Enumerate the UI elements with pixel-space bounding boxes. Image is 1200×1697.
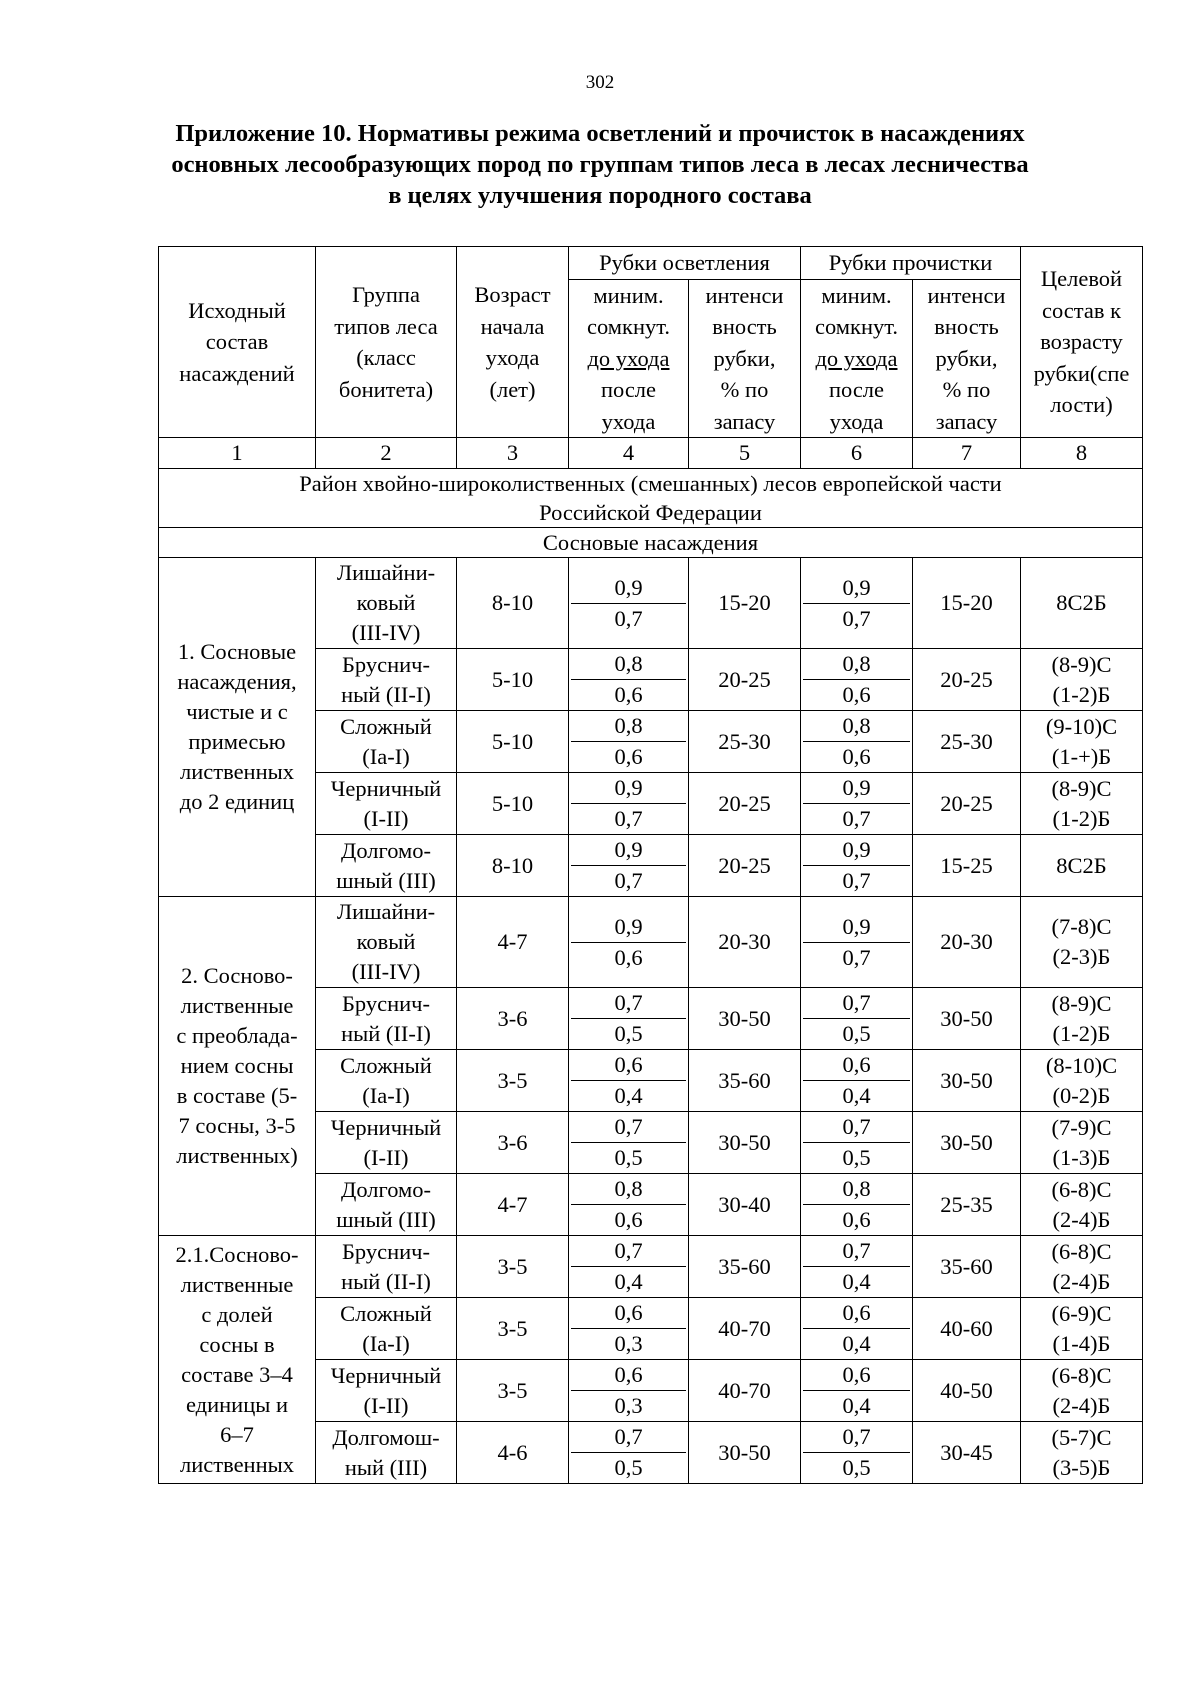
- forest-type-cell: Бруснич- ный (II-I): [316, 1236, 457, 1298]
- density-after: 0,5: [614, 1145, 643, 1170]
- lightening-density-cell: [569, 649, 689, 711]
- density-after: 0,4: [842, 1269, 871, 1294]
- cleaning-density-cell: [801, 711, 913, 773]
- cleaning-intensity-cell: 25-30: [913, 711, 1021, 773]
- lightening-density-cell: [569, 1174, 689, 1236]
- cleaning-density-cell: [801, 558, 913, 649]
- start-age-cell: 5-10: [457, 649, 569, 711]
- forest-type-cell: Бруснич- ный (II-I): [316, 988, 457, 1050]
- cleaning-intensity-cell: 40-60: [913, 1298, 1021, 1360]
- density-after: 0,4: [614, 1269, 643, 1294]
- header-target-composition: Целевой состав к возрасту рубки(спе лости): [1021, 247, 1143, 438]
- density-after: 0,6: [842, 744, 871, 769]
- density-before: 0,6: [571, 1050, 686, 1081]
- density-after: 0,5: [614, 1021, 643, 1046]
- start-age-cell: 3-5: [457, 1050, 569, 1112]
- forest-type-cell: Сложный (Ia-I): [316, 711, 457, 773]
- start-age-cell: 3-6: [457, 988, 569, 1050]
- lightening-density-cell: [569, 1360, 689, 1422]
- lightening-density-cell: [569, 558, 689, 649]
- density-before: 0,9: [803, 835, 910, 866]
- cleaning-intensity-cell: 30-45: [913, 1422, 1021, 1484]
- density-before: 0,9: [803, 573, 910, 604]
- cleaning-density-cell: [801, 649, 913, 711]
- cleaning-density-cell: [801, 835, 913, 897]
- header-lightening-cuts: Рубки осветления: [569, 247, 801, 280]
- column-number: 5: [689, 438, 801, 469]
- density-after: 0,5: [842, 1455, 871, 1480]
- lightening-density-cell: [569, 988, 689, 1050]
- lightening-intensity-cell: 30-40: [689, 1174, 801, 1236]
- density-before: 0,7: [803, 1112, 910, 1143]
- start-age-cell: 5-10: [457, 773, 569, 835]
- column-number: 8: [1021, 438, 1143, 469]
- density-after: 0,6: [842, 682, 871, 707]
- cleaning-density-cell: [801, 1298, 913, 1360]
- forest-type-cell: Долгомо- шный (III): [316, 1174, 457, 1236]
- density-after: 0,6: [614, 744, 643, 769]
- page-number: 302: [585, 72, 615, 93]
- density-before: 0,6: [803, 1360, 910, 1391]
- density-after: 0,5: [842, 1145, 871, 1170]
- density-before: 0,7: [571, 1236, 686, 1267]
- cleaning-intensity-cell: 35-60: [913, 1236, 1021, 1298]
- column-number: 2: [316, 438, 457, 469]
- density-before: 0,7: [803, 988, 910, 1019]
- header-row: [159, 247, 1143, 280]
- title-line: Приложение 10. Нормативы режима осветлений и прочисток в насаждениях: [175, 120, 1025, 147]
- cleaning-intensity-cell: 40-50: [913, 1360, 1021, 1422]
- lightening-intensity-cell: 35-60: [689, 1236, 801, 1298]
- target-composition-cell: 8С2Б: [1021, 558, 1143, 649]
- target-composition-cell: (7-9)С (1-3)Б: [1021, 1112, 1143, 1174]
- density-after: 0,6: [614, 682, 643, 707]
- header-intensity-osv: интенси вность рубки, % по запасу: [689, 279, 801, 438]
- target-composition-cell: (5-7)С (3-5)Б: [1021, 1422, 1143, 1484]
- cleaning-density-cell: [801, 988, 913, 1050]
- lightening-intensity-cell: 20-25: [689, 649, 801, 711]
- lightening-density-cell: [569, 897, 689, 988]
- table-row: [159, 558, 1143, 649]
- density-before: 0,6: [803, 1050, 910, 1081]
- density-after: 0,3: [614, 1393, 643, 1418]
- density-before: 0,9: [571, 912, 686, 943]
- density-after: 0,7: [842, 605, 871, 631]
- density-after: 0,7: [842, 868, 871, 893]
- start-age-cell: 3-5: [457, 1360, 569, 1422]
- density-after: 0,7: [842, 944, 871, 970]
- target-composition-cell: (8-9)С (1-2)Б: [1021, 649, 1143, 711]
- start-age-cell: 4-7: [457, 897, 569, 988]
- table-row: [159, 1236, 1143, 1298]
- cleaning-intensity-cell: 20-25: [913, 773, 1021, 835]
- document-title: [120, 118, 1080, 211]
- density-before: 0,8: [571, 649, 686, 680]
- density-after: 0,6: [842, 1207, 871, 1232]
- header-min-density-osv: миним. сомкнут. до ухода после ухода: [569, 279, 689, 438]
- forest-type-cell: Бруснич- ный (II-I): [316, 649, 457, 711]
- forest-type-cell: Сложный (Ia-I): [316, 1298, 457, 1360]
- forest-type-cell: Долгомо- шный (III): [316, 835, 457, 897]
- start-age-cell: 4-7: [457, 1174, 569, 1236]
- start-age-cell: 3-5: [457, 1236, 569, 1298]
- group-name-cell: 2.1.Сосново- лиственные с долей сосны в составе 3–4 единицы и 6–7 лиственных: [159, 1236, 316, 1484]
- lightening-density-cell: [569, 773, 689, 835]
- cleaning-intensity-cell: 30-50: [913, 988, 1021, 1050]
- density-before: 0,7: [803, 1422, 910, 1453]
- cleaning-intensity-cell: 20-30: [913, 897, 1021, 988]
- target-composition-cell: (8-9)С (1-2)Б: [1021, 773, 1143, 835]
- header-forest-type-group: Группа типов леса (класс бонитета): [316, 247, 457, 438]
- density-before: 0,9: [803, 912, 910, 943]
- start-age-cell: 5-10: [457, 711, 569, 773]
- density-before: 0,9: [571, 773, 686, 804]
- density-after: 0,6: [614, 944, 643, 970]
- header-min-density-proch: миним. сомкнут. до ухода после ухода: [801, 279, 913, 438]
- density-before: 0,8: [803, 711, 910, 742]
- cleaning-density-cell: [801, 1174, 913, 1236]
- start-age-cell: 3-6: [457, 1112, 569, 1174]
- cleaning-density-cell: [801, 897, 913, 988]
- table-row: [159, 897, 1143, 988]
- title-line: в целях улучшения породного состава: [388, 182, 812, 209]
- start-age-cell: 8-10: [457, 558, 569, 649]
- density-after: 0,4: [842, 1083, 871, 1108]
- lightening-intensity-cell: 40-70: [689, 1360, 801, 1422]
- start-age-cell: 3-5: [457, 1298, 569, 1360]
- density-after: 0,7: [614, 806, 643, 831]
- lightening-density-cell: [569, 1298, 689, 1360]
- forest-type-cell: Черничный (I-II): [316, 1112, 457, 1174]
- lightening-intensity-cell: 30-50: [689, 1112, 801, 1174]
- cleaning-density-cell: [801, 1112, 913, 1174]
- header-initial-composition: Исходный состав насаждений: [159, 247, 316, 438]
- header-start-age: Возраст начала ухода (лет): [457, 247, 569, 438]
- cleaning-intensity-cell: 20-25: [913, 649, 1021, 711]
- start-age-cell: 8-10: [457, 835, 569, 897]
- forest-type-cell: Лишайни- ковый (III-IV): [316, 897, 457, 988]
- target-composition-cell: 8С2Б: [1021, 835, 1143, 897]
- column-number: 1: [159, 438, 316, 469]
- density-before: 0,8: [571, 711, 686, 742]
- density-before: 0,6: [571, 1360, 686, 1391]
- section-row: [159, 528, 1143, 558]
- column-number: 3: [457, 438, 569, 469]
- density-before: 0,9: [571, 835, 686, 866]
- group-name-cell: 2. Сосново- лиственные с преоблада- нием сосны в составе (5- 7 сосны, 3-5 лиственных): [159, 897, 316, 1236]
- lightening-density-cell: [569, 1236, 689, 1298]
- density-after: 0,4: [614, 1083, 643, 1108]
- target-composition-cell: (9-10)С (1-+)Б: [1021, 711, 1143, 773]
- cleaning-density-cell: [801, 773, 913, 835]
- cleaning-intensity-cell: 15-25: [913, 835, 1021, 897]
- target-composition-cell: (6-8)С (2-4)Б: [1021, 1236, 1143, 1298]
- density-after: 0,4: [842, 1331, 871, 1356]
- column-number: 7: [913, 438, 1021, 469]
- lightening-intensity-cell: 30-50: [689, 988, 801, 1050]
- lightening-intensity-cell: 40-70: [689, 1298, 801, 1360]
- start-age-cell: 4-6: [457, 1422, 569, 1484]
- density-before: 0,8: [803, 1174, 910, 1205]
- density-after: 0,4: [842, 1393, 871, 1418]
- density-before: 0,8: [571, 1174, 686, 1205]
- density-before: 0,7: [571, 1422, 686, 1453]
- region-row: [159, 469, 1143, 528]
- density-before: 0,6: [803, 1298, 910, 1329]
- target-composition-cell: (8-10)С (0-2)Б: [1021, 1050, 1143, 1112]
- cleaning-intensity-cell: 30-50: [913, 1050, 1021, 1112]
- section-heading: Сосновые насаждения: [159, 528, 1143, 558]
- cleaning-density-cell: [801, 1360, 913, 1422]
- density-after: 0,3: [614, 1331, 643, 1356]
- cleaning-density-cell: [801, 1236, 913, 1298]
- lightening-intensity-cell: 20-25: [689, 773, 801, 835]
- lightening-density-cell: [569, 1112, 689, 1174]
- header-intensity-proch: интенси вность рубки, % по запасу: [913, 279, 1021, 438]
- region-heading: Район хвойно-широколиственных (смешанных) лесов европейской части Российской Федерации: [159, 469, 1143, 528]
- cleaning-density-cell: [801, 1050, 913, 1112]
- forest-type-cell: Долгомош- ный (III): [316, 1422, 457, 1484]
- cleaning-intensity-cell: 30-50: [913, 1112, 1021, 1174]
- target-composition-cell: (8-9)С (1-2)Б: [1021, 988, 1143, 1050]
- cleaning-intensity-cell: 15-20: [913, 558, 1021, 649]
- density-after: 0,7: [614, 605, 643, 631]
- column-numbers-row: [159, 438, 1143, 469]
- lightening-intensity-cell: 35-60: [689, 1050, 801, 1112]
- forest-type-cell: Лишайни- ковый (III-IV): [316, 558, 457, 649]
- target-composition-cell: (6-8)С (2-4)Б: [1021, 1174, 1143, 1236]
- title-line: основных лесообразующих пород по группам типов леса в лесах лесничества: [171, 151, 1029, 178]
- target-composition-cell: (6-9)С (1-4)Б: [1021, 1298, 1143, 1360]
- density-after: 0,6: [614, 1207, 643, 1232]
- target-composition-cell: (6-8)С (2-4)Б: [1021, 1360, 1143, 1422]
- cleaning-density-cell: [801, 1422, 913, 1484]
- lightening-density-cell: [569, 1050, 689, 1112]
- lightening-density-cell: [569, 1422, 689, 1484]
- density-after: 0,5: [614, 1455, 643, 1480]
- lightening-intensity-cell: 20-25: [689, 835, 801, 897]
- density-after: 0,7: [842, 806, 871, 831]
- density-after: 0,5: [842, 1021, 871, 1046]
- forest-type-cell: Черничный (I-II): [316, 773, 457, 835]
- column-number: 4: [569, 438, 689, 469]
- norms-table: [158, 246, 1143, 1484]
- lightening-intensity-cell: 30-50: [689, 1422, 801, 1484]
- density-before: 0,7: [571, 988, 686, 1019]
- lightening-intensity-cell: 25-30: [689, 711, 801, 773]
- density-before: 0,8: [803, 649, 910, 680]
- density-before: 0,7: [803, 1236, 910, 1267]
- lightening-intensity-cell: 15-20: [689, 558, 801, 649]
- density-before: 0,9: [803, 773, 910, 804]
- group-name-cell: 1. Сосновые насаждения, чистые и с примесью лиственных до 2 единиц: [159, 558, 316, 897]
- header-cleaning-cuts: Рубки прочистки: [801, 247, 1021, 280]
- density-before: 0,6: [571, 1298, 686, 1329]
- lightening-density-cell: [569, 711, 689, 773]
- column-number: 6: [801, 438, 913, 469]
- cleaning-intensity-cell: 25-35: [913, 1174, 1021, 1236]
- forest-type-cell: Черничный (I-II): [316, 1360, 457, 1422]
- lightening-density-cell: [569, 835, 689, 897]
- density-before: 0,7: [571, 1112, 686, 1143]
- forest-type-cell: Сложный (Ia-I): [316, 1050, 457, 1112]
- target-composition-cell: (7-8)С (2-3)Б: [1021, 897, 1143, 988]
- lightening-intensity-cell: 20-30: [689, 897, 801, 988]
- density-after: 0,7: [614, 868, 643, 893]
- density-before: 0,9: [571, 573, 686, 604]
